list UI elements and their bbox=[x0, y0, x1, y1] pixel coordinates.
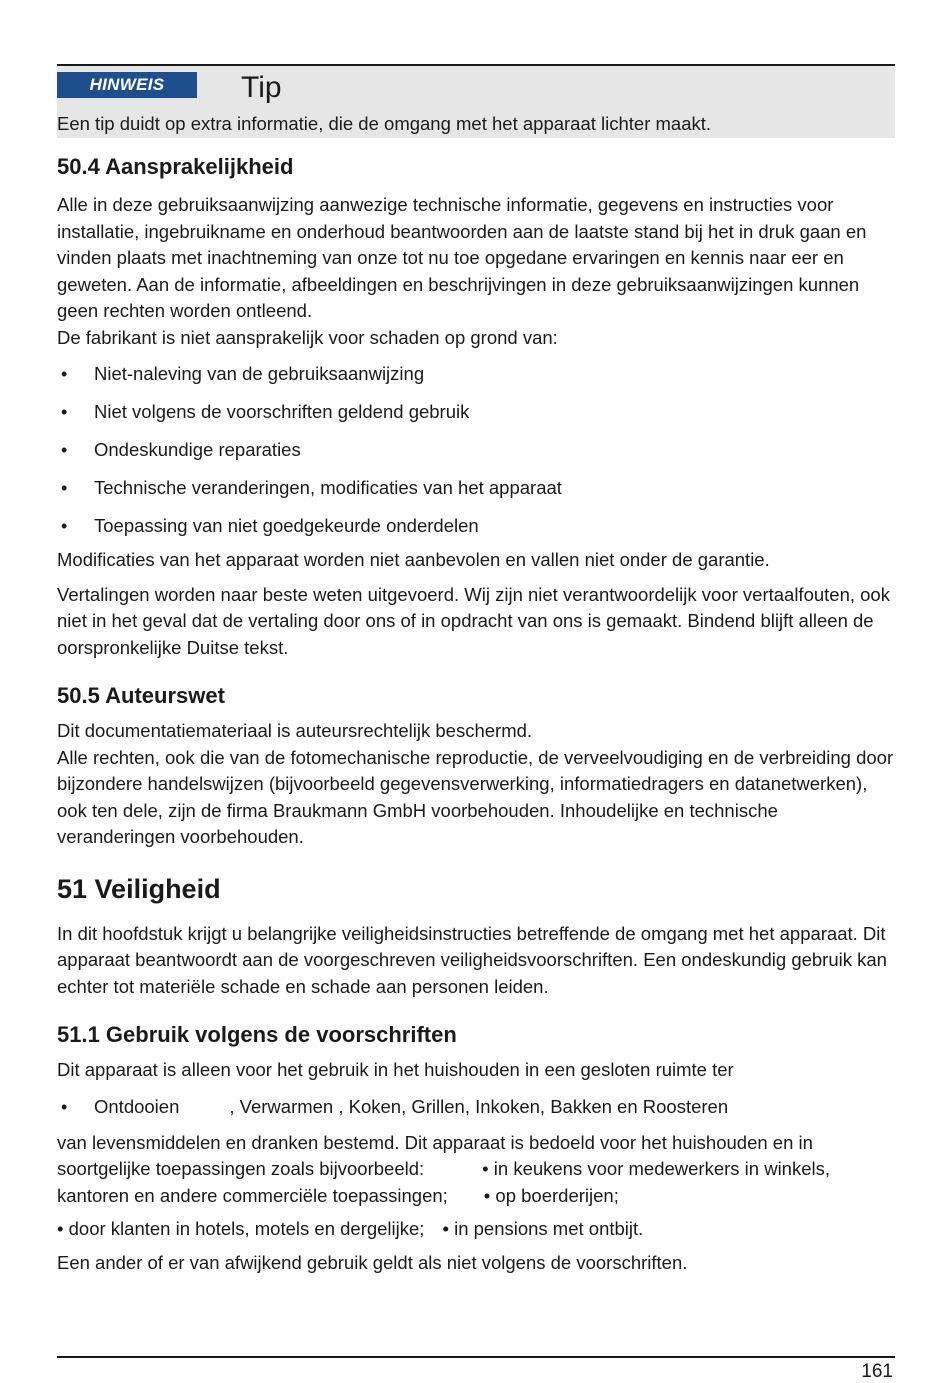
section-50-4-paragraph-3: Modificaties van het apparaat worden niet aanbevolen en vallen niet onder de garantie. bbox=[57, 549, 770, 570]
list-item: • Niet-naleving van de gebruiksaanwijzing bbox=[57, 361, 895, 388]
list-item: • Toepassing van niet goedgekeurde onderdelen bbox=[57, 513, 895, 540]
list-item: • Technische veranderingen, modificaties van het apparaat bbox=[57, 475, 895, 502]
section-50-4-paragraph-2: De fabrikant is niet aansprakelijk voor schaden op grond van: bbox=[57, 326, 558, 348]
section-51-1-paragraph-3 bbox=[57, 1216, 895, 1243]
section-50-4-paragraph-1: Alle in deze gebruiksaanwijzing aanwezige technische informatie, gegevens en instructies voor installatie, ingebruikname en onderhoud beantwoorden aan de laatste stand bij het in druk gaan en vinden plaats met inachtneming van onze tot nu toe opgedane ervaringen en kennis naar eer en geweten. Aan de informatie, afbeeldingen en beschrijvingen in deze gebruiksaanwijzingen kunnen geen rechten worden ontleend. bbox=[57, 194, 867, 321]
hint-title: Tip bbox=[241, 71, 282, 104]
chapter-51-paragraph-1: In dit hoofdstuk krijgt u belangrijke veiligheidsinstructies betreffende de omgang met het apparaat. Dit apparaat beantwoordt aan de voorgeschreven veiligheidsvoorschriften. Een ondeskundig gebruik kan echter tot materiële schade en schade aan personen leiden. bbox=[57, 922, 887, 997]
section-51-1-heading: 51.1 Gebruik volgens de voorschriften bbox=[57, 1022, 457, 1047]
inline-bullet-farms: • op boerderijen; bbox=[484, 1185, 619, 1206]
liability-list bbox=[57, 361, 895, 540]
section-50-5-paragraph-2: Alle rechten, ook die van de fotomechanische reproductie, de verveelvoudiging en de verbreiding door bijzondere handelswijzen (bijvoorbeeld gegevensverwerking, informatiedragers en datanetwerken), ook ten dele, zijn de firma Braukmann GmbH voorbehouden. Inhoudelijke en technische veranderingen voorbehouden. bbox=[57, 746, 894, 847]
inline-bullet-pensions: • in pensions met ontbijt. bbox=[442, 1218, 643, 1239]
section-50-4-heading: 50.4 Aansprakelijkheid bbox=[57, 154, 294, 179]
footer-rule bbox=[57, 1356, 895, 1358]
list-item: • Niet volgens de voorschriften geldend gebruik bbox=[57, 399, 895, 426]
list-item: • Ondeskundige reparaties bbox=[57, 437, 895, 464]
page-number: 161 bbox=[861, 1361, 893, 1382]
usage-item-rest: , Verwarmen , Koken, Grillen, Inkoken, Bakken en Roosteren bbox=[229, 1095, 729, 1117]
section-51-1-paragraph-4: Een ander of er van afwijkend gebruik geldt als niet volgens de voorschriften. bbox=[57, 1251, 688, 1273]
inline-bullet-hotels: • door klanten in hotels, motels en dergelijke; bbox=[57, 1218, 424, 1239]
page-content bbox=[57, 152, 895, 1276]
hint-text: Een tip duidt op extra informatie, die de omgang met het apparaat lichter maakt. bbox=[57, 113, 712, 134]
paragraph-2-text: van levensmiddelen en dranken bestemd. Dit apparaat is bedoeld voor het huishouden en in soortgelijke toepassingen zoals bijvoorbeeld: bbox=[57, 1131, 813, 1179]
inline-bullet-kitchens: • in keukens voor medewerkers in winkels, kantoren en andere commerciële toepassingen; bbox=[57, 1158, 830, 1206]
section-51-1-paragraph-2 bbox=[57, 1130, 895, 1210]
section-50-5-heading: 50.5 Auteurswet bbox=[57, 683, 225, 708]
section-50-4-paragraph-4: Vertalingen worden naar beste weten uitgevoerd. Wij zijn niet verantwoordelijk voor vertaalfouten, ook niet in het geval dat de vertaling door ons of in opdracht van ons is gemaakt. Bindend blijft alleen de oorspronkelijke Duitse tekst. bbox=[57, 583, 890, 658]
usage-item-defrost: Ontdooien bbox=[94, 1095, 180, 1117]
hint-box bbox=[57, 66, 895, 138]
section-50-5-paragraph-1: Dit documentatiemateriaal is auteursrechtelijk beschermd. bbox=[57, 720, 533, 741]
chapter-51-heading: 51 Veiligheid bbox=[57, 873, 221, 904]
hint-badge: HINWEIS bbox=[57, 72, 197, 98]
usage-list bbox=[57, 1094, 895, 1121]
list-item bbox=[57, 1094, 895, 1121]
section-51-1-paragraph-1: Dit apparaat is alleen voor het gebruik in het huishouden in een gesloten ruimte ter bbox=[57, 1059, 734, 1080]
